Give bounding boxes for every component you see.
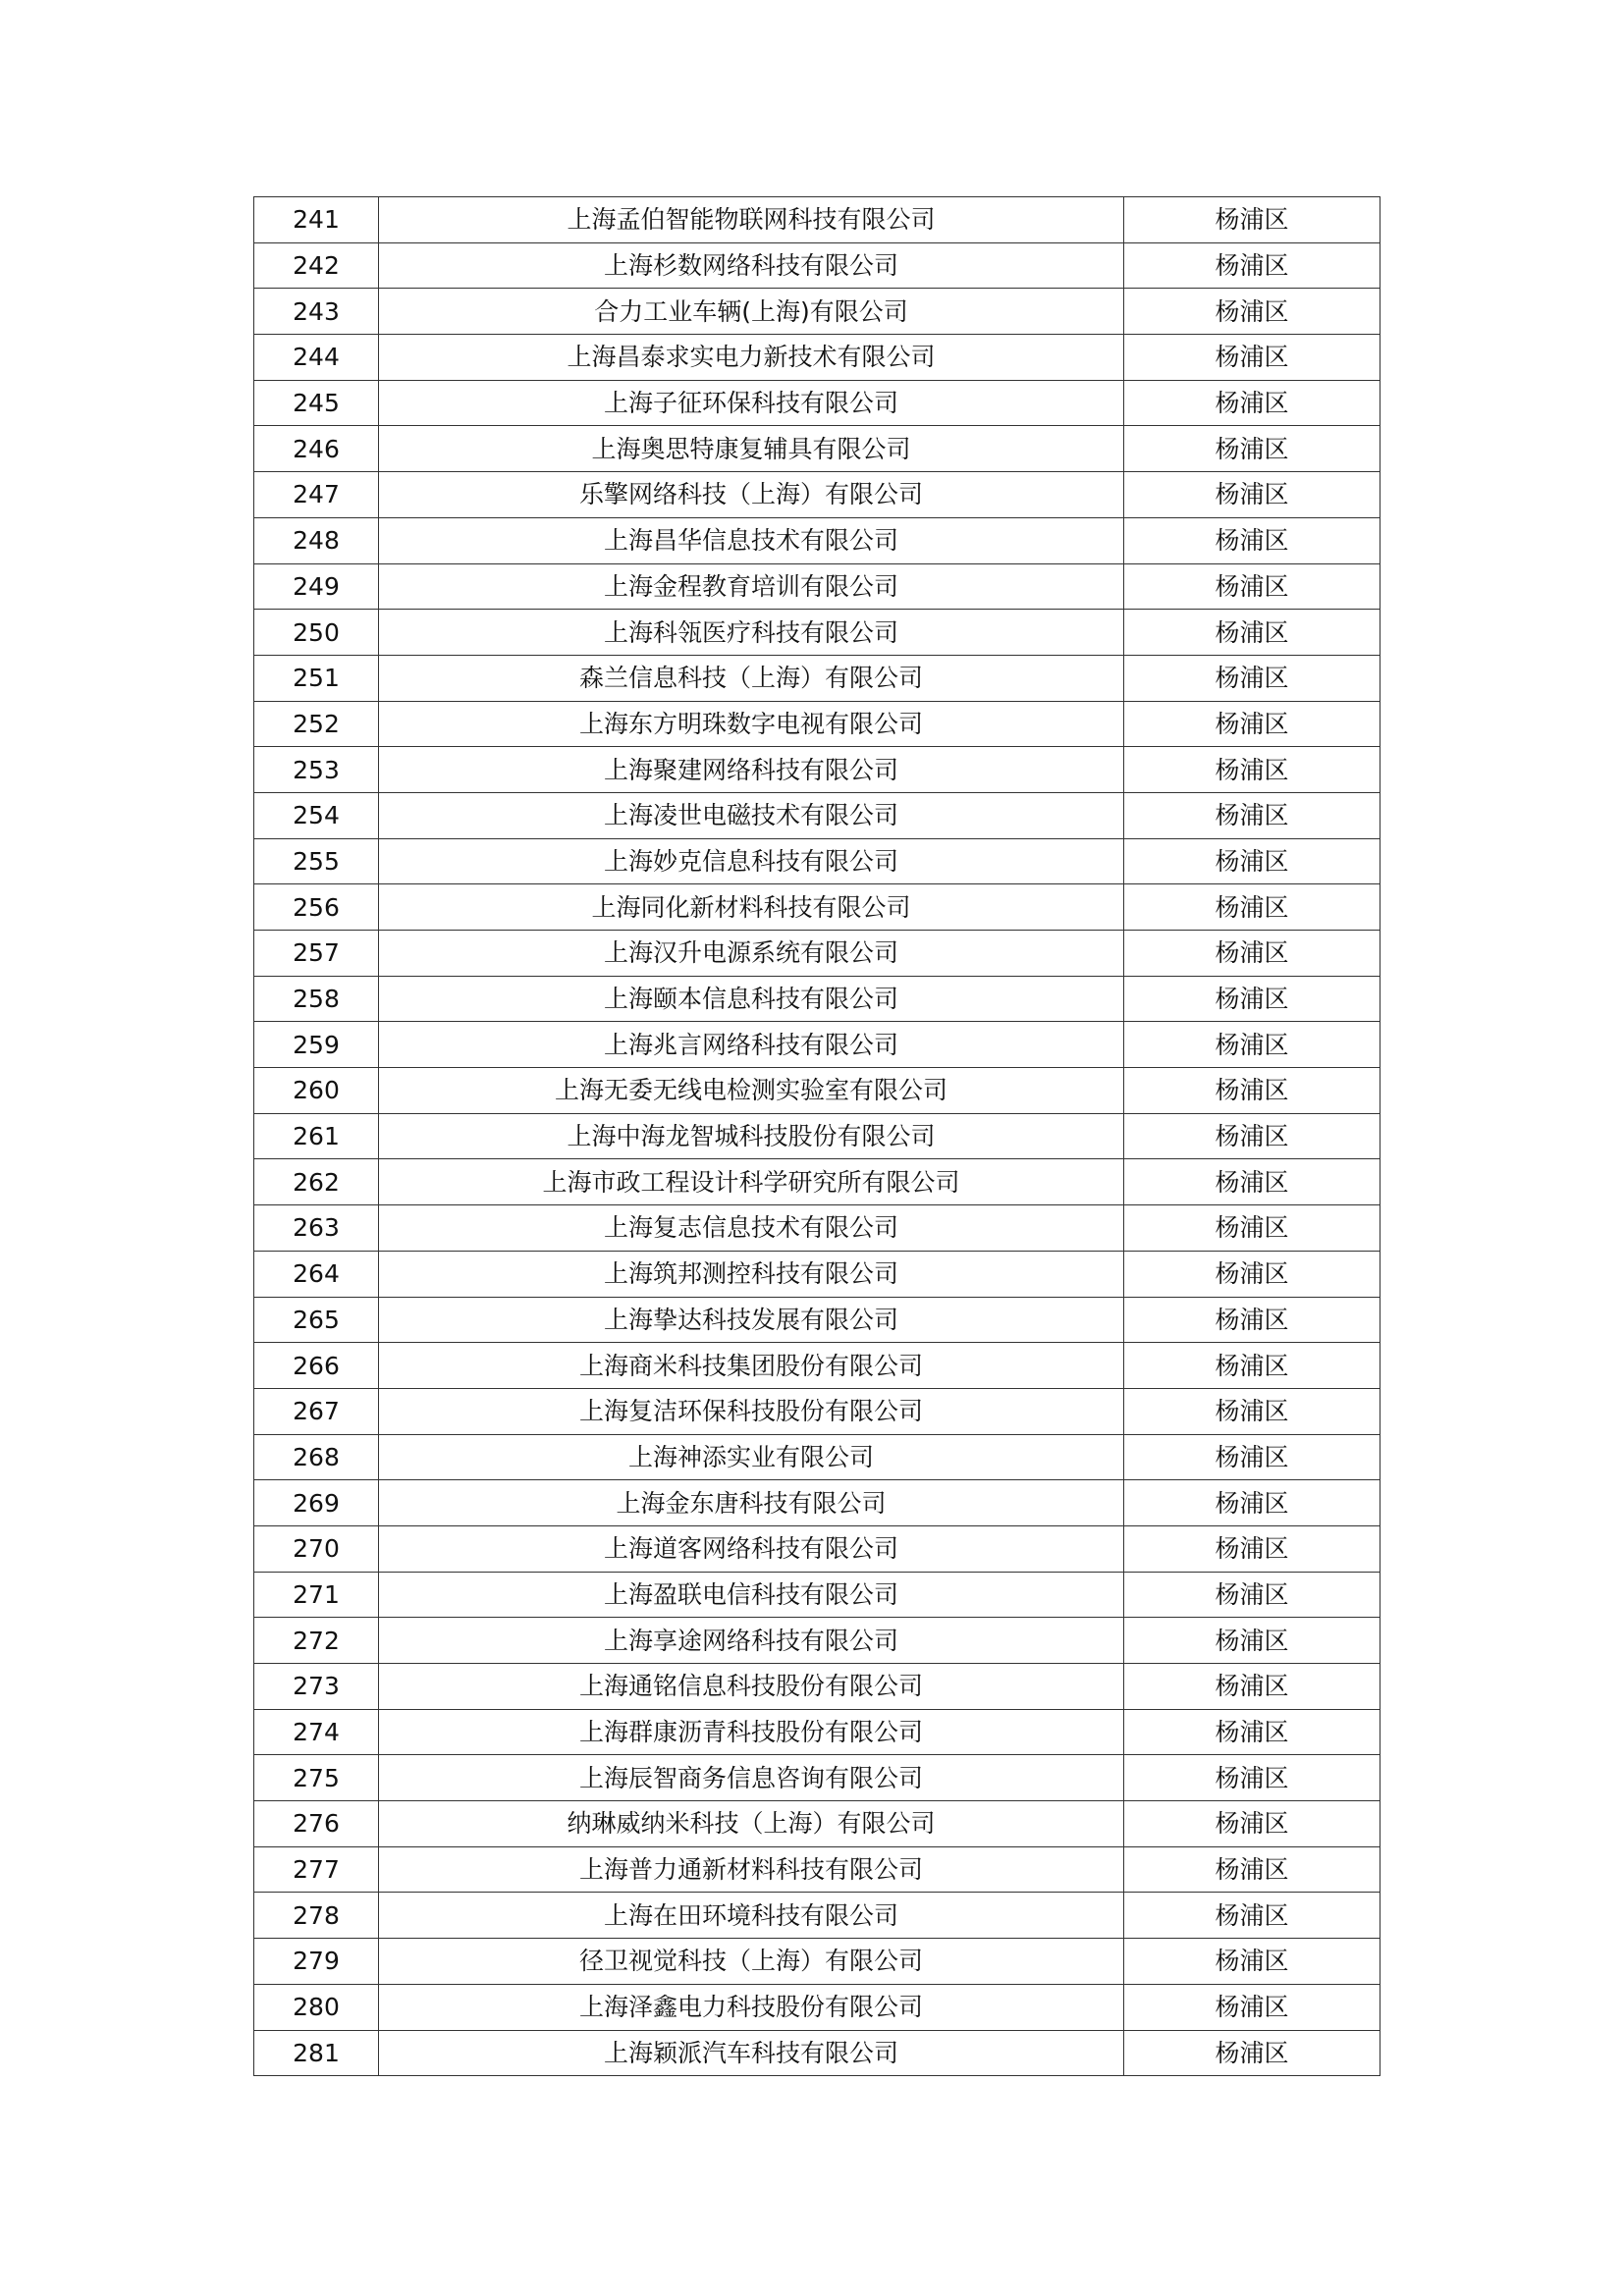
table-row bbox=[254, 1801, 1380, 1847]
table-row bbox=[254, 976, 1380, 1022]
row-number: 271 bbox=[254, 1572, 379, 1618]
company-name: 上海杉数网络科技有限公司 bbox=[379, 242, 1124, 289]
table-row bbox=[254, 289, 1380, 335]
row-number: 244 bbox=[254, 335, 379, 381]
table-row bbox=[254, 655, 1380, 701]
table-row bbox=[254, 1618, 1380, 1664]
table-row bbox=[254, 380, 1380, 426]
company-name: 上海奥思特康复辅具有限公司 bbox=[379, 426, 1124, 472]
company-name: 上海市政工程设计科学研究所有限公司 bbox=[379, 1159, 1124, 1205]
company-name: 上海金程教育培训有限公司 bbox=[379, 563, 1124, 610]
company-name: 上海无委无线电检测实验室有限公司 bbox=[379, 1068, 1124, 1114]
row-number: 279 bbox=[254, 1939, 379, 1985]
table-row bbox=[254, 2030, 1380, 2076]
company-name: 上海复洁环保科技股份有限公司 bbox=[379, 1388, 1124, 1434]
district: 杨浦区 bbox=[1124, 1251, 1380, 1297]
company-name: 上海复志信息技术有限公司 bbox=[379, 1205, 1124, 1252]
row-number: 242 bbox=[254, 242, 379, 289]
district: 杨浦区 bbox=[1124, 1525, 1380, 1572]
table-row bbox=[254, 1113, 1380, 1159]
district: 杨浦区 bbox=[1124, 838, 1380, 884]
row-number: 264 bbox=[254, 1251, 379, 1297]
row-number: 258 bbox=[254, 976, 379, 1022]
table-row bbox=[254, 838, 1380, 884]
row-number: 243 bbox=[254, 289, 379, 335]
row-number: 262 bbox=[254, 1159, 379, 1205]
row-number: 263 bbox=[254, 1205, 379, 1252]
row-number: 267 bbox=[254, 1388, 379, 1434]
company-name: 上海东方明珠数字电视有限公司 bbox=[379, 701, 1124, 747]
district: 杨浦区 bbox=[1124, 2030, 1380, 2076]
row-number: 276 bbox=[254, 1801, 379, 1847]
table-row bbox=[254, 1343, 1380, 1389]
district: 杨浦区 bbox=[1124, 884, 1380, 931]
district: 杨浦区 bbox=[1124, 1984, 1380, 2030]
company-name: 上海道客网络科技有限公司 bbox=[379, 1525, 1124, 1572]
district: 杨浦区 bbox=[1124, 563, 1380, 610]
district: 杨浦区 bbox=[1124, 1159, 1380, 1205]
district: 杨浦区 bbox=[1124, 1893, 1380, 1939]
district: 杨浦区 bbox=[1124, 289, 1380, 335]
row-number: 270 bbox=[254, 1525, 379, 1572]
company-name: 上海群康沥青科技股份有限公司 bbox=[379, 1709, 1124, 1755]
table-row bbox=[254, 472, 1380, 518]
table-row bbox=[254, 1939, 1380, 1985]
district: 杨浦区 bbox=[1124, 1343, 1380, 1389]
table-row bbox=[254, 197, 1380, 243]
company-name: 上海孟伯智能物联网科技有限公司 bbox=[379, 197, 1124, 243]
district: 杨浦区 bbox=[1124, 1068, 1380, 1114]
row-number: 268 bbox=[254, 1434, 379, 1480]
table-row bbox=[254, 517, 1380, 563]
district: 杨浦区 bbox=[1124, 1022, 1380, 1068]
company-name: 乐擎网络科技（上海）有限公司 bbox=[379, 472, 1124, 518]
district: 杨浦区 bbox=[1124, 701, 1380, 747]
company-name: 上海神添实业有限公司 bbox=[379, 1434, 1124, 1480]
district: 杨浦区 bbox=[1124, 242, 1380, 289]
district: 杨浦区 bbox=[1124, 1846, 1380, 1893]
district: 杨浦区 bbox=[1124, 931, 1380, 977]
table-row bbox=[254, 1480, 1380, 1526]
row-number: 261 bbox=[254, 1113, 379, 1159]
district: 杨浦区 bbox=[1124, 1755, 1380, 1801]
company-name: 上海妙克信息科技有限公司 bbox=[379, 838, 1124, 884]
table-row bbox=[254, 563, 1380, 610]
district: 杨浦区 bbox=[1124, 1297, 1380, 1343]
row-number: 248 bbox=[254, 517, 379, 563]
district: 杨浦区 bbox=[1124, 1664, 1380, 1710]
company-name: 上海同化新材料科技有限公司 bbox=[379, 884, 1124, 931]
district: 杨浦区 bbox=[1124, 1480, 1380, 1526]
district: 杨浦区 bbox=[1124, 1572, 1380, 1618]
company-name: 纳琳威纳米科技（上海）有限公司 bbox=[379, 1801, 1124, 1847]
row-number: 269 bbox=[254, 1480, 379, 1526]
district: 杨浦区 bbox=[1124, 1388, 1380, 1434]
row-number: 252 bbox=[254, 701, 379, 747]
company-name: 上海通铭信息科技股份有限公司 bbox=[379, 1664, 1124, 1710]
district: 杨浦区 bbox=[1124, 335, 1380, 381]
company-name: 上海盈联电信科技有限公司 bbox=[379, 1572, 1124, 1618]
row-number: 260 bbox=[254, 1068, 379, 1114]
table-row bbox=[254, 1572, 1380, 1618]
company-name: 合力工业车辆(上海)有限公司 bbox=[379, 289, 1124, 335]
company-table bbox=[253, 196, 1380, 2076]
table-row bbox=[254, 1434, 1380, 1480]
table-row bbox=[254, 931, 1380, 977]
company-name: 上海在田环境科技有限公司 bbox=[379, 1893, 1124, 1939]
company-name: 森兰信息科技（上海）有限公司 bbox=[379, 655, 1124, 701]
table-row bbox=[254, 610, 1380, 656]
company-name: 上海中海龙智城科技股份有限公司 bbox=[379, 1113, 1124, 1159]
row-number: 254 bbox=[254, 792, 379, 838]
row-number: 275 bbox=[254, 1755, 379, 1801]
row-number: 256 bbox=[254, 884, 379, 931]
table-row bbox=[254, 1984, 1380, 2030]
row-number: 280 bbox=[254, 1984, 379, 2030]
company-name: 上海汉升电源系统有限公司 bbox=[379, 931, 1124, 977]
table-row bbox=[254, 426, 1380, 472]
district: 杨浦区 bbox=[1124, 1113, 1380, 1159]
table-row bbox=[254, 1846, 1380, 1893]
table-row bbox=[254, 1159, 1380, 1205]
district: 杨浦区 bbox=[1124, 1434, 1380, 1480]
table-row bbox=[254, 792, 1380, 838]
table-row bbox=[254, 1388, 1380, 1434]
row-number: 253 bbox=[254, 747, 379, 793]
row-number: 251 bbox=[254, 655, 379, 701]
district: 杨浦区 bbox=[1124, 472, 1380, 518]
table-row bbox=[254, 1297, 1380, 1343]
table-row bbox=[254, 701, 1380, 747]
district: 杨浦区 bbox=[1124, 747, 1380, 793]
table-row bbox=[254, 335, 1380, 381]
table-row bbox=[254, 1022, 1380, 1068]
district: 杨浦区 bbox=[1124, 1939, 1380, 1985]
company-name: 上海科瓴医疗科技有限公司 bbox=[379, 610, 1124, 656]
row-number: 245 bbox=[254, 380, 379, 426]
company-name: 上海享途网络科技有限公司 bbox=[379, 1618, 1124, 1664]
row-number: 241 bbox=[254, 197, 379, 243]
company-name: 上海颐本信息科技有限公司 bbox=[379, 976, 1124, 1022]
company-name: 上海辰智商务信息咨询有限公司 bbox=[379, 1755, 1124, 1801]
table-row bbox=[254, 1664, 1380, 1710]
district: 杨浦区 bbox=[1124, 1801, 1380, 1847]
table-row bbox=[254, 1893, 1380, 1939]
company-name: 上海聚建网络科技有限公司 bbox=[379, 747, 1124, 793]
company-name: 上海普力通新材料科技有限公司 bbox=[379, 1846, 1124, 1893]
company-name: 上海泽鑫电力科技股份有限公司 bbox=[379, 1984, 1124, 2030]
row-number: 266 bbox=[254, 1343, 379, 1389]
table-row bbox=[254, 242, 1380, 289]
row-number: 277 bbox=[254, 1846, 379, 1893]
row-number: 272 bbox=[254, 1618, 379, 1664]
company-name: 径卫视觉科技（上海）有限公司 bbox=[379, 1939, 1124, 1985]
district: 杨浦区 bbox=[1124, 1709, 1380, 1755]
row-number: 281 bbox=[254, 2030, 379, 2076]
company-name: 上海兆言网络科技有限公司 bbox=[379, 1022, 1124, 1068]
company-name: 上海商米科技集团股份有限公司 bbox=[379, 1343, 1124, 1389]
company-name: 上海金东唐科技有限公司 bbox=[379, 1480, 1124, 1526]
district: 杨浦区 bbox=[1124, 655, 1380, 701]
company-name: 上海颖派汽车科技有限公司 bbox=[379, 2030, 1124, 2076]
row-number: 246 bbox=[254, 426, 379, 472]
table-row bbox=[254, 1068, 1380, 1114]
district: 杨浦区 bbox=[1124, 1205, 1380, 1252]
district: 杨浦区 bbox=[1124, 197, 1380, 243]
table-row bbox=[254, 1525, 1380, 1572]
row-number: 255 bbox=[254, 838, 379, 884]
row-number: 274 bbox=[254, 1709, 379, 1755]
table-row bbox=[254, 1251, 1380, 1297]
district: 杨浦区 bbox=[1124, 426, 1380, 472]
row-number: 259 bbox=[254, 1022, 379, 1068]
district: 杨浦区 bbox=[1124, 976, 1380, 1022]
table-row bbox=[254, 1205, 1380, 1252]
table-row bbox=[254, 747, 1380, 793]
company-name: 上海挚达科技发展有限公司 bbox=[379, 1297, 1124, 1343]
row-number: 273 bbox=[254, 1664, 379, 1710]
company-name: 上海凌世电磁技术有限公司 bbox=[379, 792, 1124, 838]
company-name: 上海筑邦测控科技有限公司 bbox=[379, 1251, 1124, 1297]
company-name: 上海子征环保科技有限公司 bbox=[379, 380, 1124, 426]
district: 杨浦区 bbox=[1124, 1618, 1380, 1664]
district: 杨浦区 bbox=[1124, 792, 1380, 838]
row-number: 247 bbox=[254, 472, 379, 518]
row-number: 257 bbox=[254, 931, 379, 977]
company-name: 上海昌华信息技术有限公司 bbox=[379, 517, 1124, 563]
row-number: 250 bbox=[254, 610, 379, 656]
district: 杨浦区 bbox=[1124, 380, 1380, 426]
table-row bbox=[254, 1709, 1380, 1755]
row-number: 265 bbox=[254, 1297, 379, 1343]
table-row bbox=[254, 884, 1380, 931]
row-number: 278 bbox=[254, 1893, 379, 1939]
table-row bbox=[254, 1755, 1380, 1801]
district: 杨浦区 bbox=[1124, 610, 1380, 656]
district: 杨浦区 bbox=[1124, 517, 1380, 563]
row-number: 249 bbox=[254, 563, 379, 610]
company-name: 上海昌泰求实电力新技术有限公司 bbox=[379, 335, 1124, 381]
